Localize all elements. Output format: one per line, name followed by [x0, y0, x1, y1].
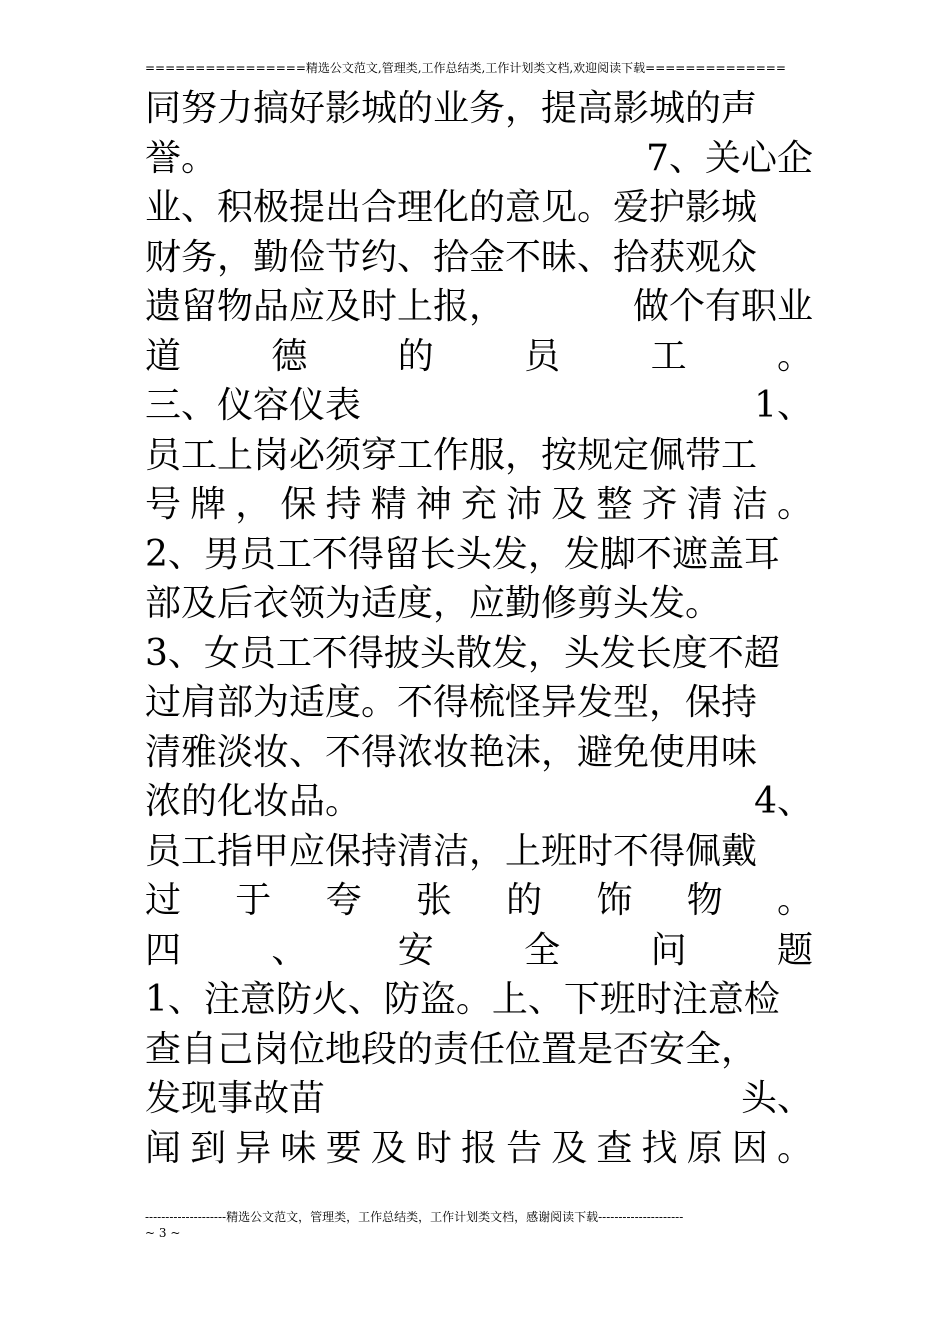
- text-segment: 要: [325, 1127, 362, 1169]
- text-line: [145, 480, 813, 530]
- text-segment: 保: [280, 484, 317, 525]
- text-segment: 夸: [325, 880, 362, 921]
- text-segment: 2、男员工不得留长头发，发脚不遮盖耳: [145, 533, 780, 575]
- text-segment: 员: [524, 335, 561, 377]
- text-segment: 味: [280, 1127, 317, 1169]
- text-segment: 7、关心企: [646, 137, 813, 179]
- text-segment: 。: [776, 335, 813, 377]
- text-segment: 四: [145, 929, 182, 971]
- text-line: [145, 381, 813, 431]
- text-segment: 因: [731, 1127, 768, 1169]
- text-segment: 清: [686, 484, 723, 525]
- text-segment: 原: [686, 1127, 723, 1169]
- text-segment: 充: [460, 484, 497, 525]
- text-line: [145, 1025, 813, 1075]
- text-segment: 清雅淡妆、不得浓妆艳沫，避免使用味: [145, 731, 758, 773]
- text-segment: 财务，勤俭节约、拾金不昧、拾获观众: [145, 236, 758, 278]
- text-line: [145, 282, 813, 332]
- text-line: [145, 134, 813, 184]
- text-segment: 报: [460, 1127, 497, 1169]
- text-line: [145, 629, 813, 679]
- text-segment: 1、注意防火、防盗。上、下班时注意检: [145, 979, 780, 1020]
- text-segment: 找: [641, 1127, 678, 1169]
- text-segment: 员工上岗必须穿工作服，按规定佩带工: [145, 434, 758, 476]
- text-segment: 牌: [190, 484, 227, 525]
- text-segment: 业、积极提出合理化的意见。爱护影城: [145, 187, 758, 228]
- text-segment: 。: [776, 1127, 813, 1169]
- document-body: [145, 84, 813, 1173]
- text-segment: 查自己岗位地段的责任位置是否安全，: [145, 1028, 758, 1070]
- text-segment: 发现事故苗: [145, 1078, 326, 1119]
- text-segment: 号: [145, 484, 182, 525]
- text-segment: 神: [415, 484, 452, 525]
- text-segment: 沛: [506, 484, 543, 525]
- text-line: [145, 233, 813, 283]
- text-segment: 告: [506, 1127, 543, 1169]
- text-line: [145, 827, 813, 877]
- text-segment: 3、女员工不得披头散发，头发长度不超: [145, 632, 780, 674]
- text-segment: 张: [415, 880, 452, 921]
- text-line: [145, 579, 813, 629]
- text-segment: 的: [506, 880, 543, 921]
- text-segment: 及: [551, 1127, 588, 1169]
- text-segment: 遗留物品应及时上报，: [145, 286, 506, 327]
- text-segment: 工: [650, 335, 687, 377]
- text-line: [145, 530, 813, 580]
- text-segment: 。: [776, 880, 813, 921]
- page-header: ================精选公文范文,管理类,工作总结类,工作计划类文档,欢迎阅读下载==============: [145, 61, 786, 75]
- text-segment: 洁: [731, 484, 768, 525]
- text-segment: 头、: [740, 1078, 813, 1119]
- text-segment: 题: [776, 929, 813, 971]
- text-line: [145, 926, 813, 976]
- text-segment: 及: [551, 484, 588, 525]
- text-segment: 4、: [754, 781, 813, 822]
- text-line: [145, 728, 813, 778]
- text-segment: 到: [190, 1127, 227, 1169]
- text-segment: 安: [397, 929, 434, 971]
- text-segment: 异: [235, 1127, 272, 1169]
- text-segment: 道: [145, 335, 182, 377]
- page-footer: --------------------精选公文范文，管理类，工作总结类，工作计划类文档，感谢阅读下载---------------------: [145, 1210, 684, 1224]
- text-segment: 过肩部为适度。不得梳怪异发型，保持: [145, 682, 758, 723]
- text-segment: ，: [235, 484, 272, 525]
- text-line: [145, 1074, 813, 1124]
- text-segment: 、: [271, 929, 308, 971]
- text-segment: 问: [650, 929, 687, 971]
- text-line: [145, 777, 813, 827]
- text-segment: 整: [596, 484, 633, 525]
- text-segment: 精: [370, 484, 407, 525]
- text-line: [145, 183, 813, 233]
- text-segment: 1、: [754, 385, 813, 426]
- text-line: [145, 1124, 813, 1174]
- text-line: [145, 332, 813, 382]
- page-number: ~ 3 ~: [145, 1226, 181, 1240]
- text-segment: 全: [524, 929, 561, 971]
- text-segment: 饰: [596, 880, 633, 921]
- text-segment: 于: [235, 880, 272, 921]
- text-segment: 时: [415, 1127, 452, 1169]
- text-segment: 过: [145, 880, 182, 921]
- text-line: [145, 678, 813, 728]
- text-line: [145, 84, 813, 134]
- text-segment: 誉。: [145, 137, 218, 179]
- text-segment: 。: [776, 484, 813, 525]
- text-segment: 持: [325, 484, 362, 525]
- text-line: [145, 431, 813, 481]
- text-line: [145, 876, 813, 926]
- text-segment: 做个有职业: [632, 286, 813, 327]
- text-segment: 闻: [145, 1127, 182, 1169]
- text-segment: 的: [397, 335, 434, 377]
- text-segment: 三、仪容仪表: [145, 385, 362, 426]
- text-segment: 同努力搞好影城的业务，提高影城的声: [145, 88, 758, 129]
- text-line: [145, 975, 813, 1025]
- text-segment: 部及后衣领为适度，应勤修剪头发。: [145, 583, 722, 624]
- text-segment: 德: [271, 335, 308, 377]
- text-segment: 及: [370, 1127, 407, 1169]
- text-segment: 齐: [641, 484, 678, 525]
- text-segment: 浓的化妆品。: [145, 781, 362, 822]
- text-segment: 物: [686, 880, 723, 921]
- text-segment: 员工指甲应保持清洁，上班时不得佩戴: [145, 830, 758, 872]
- text-segment: 查: [596, 1127, 633, 1169]
